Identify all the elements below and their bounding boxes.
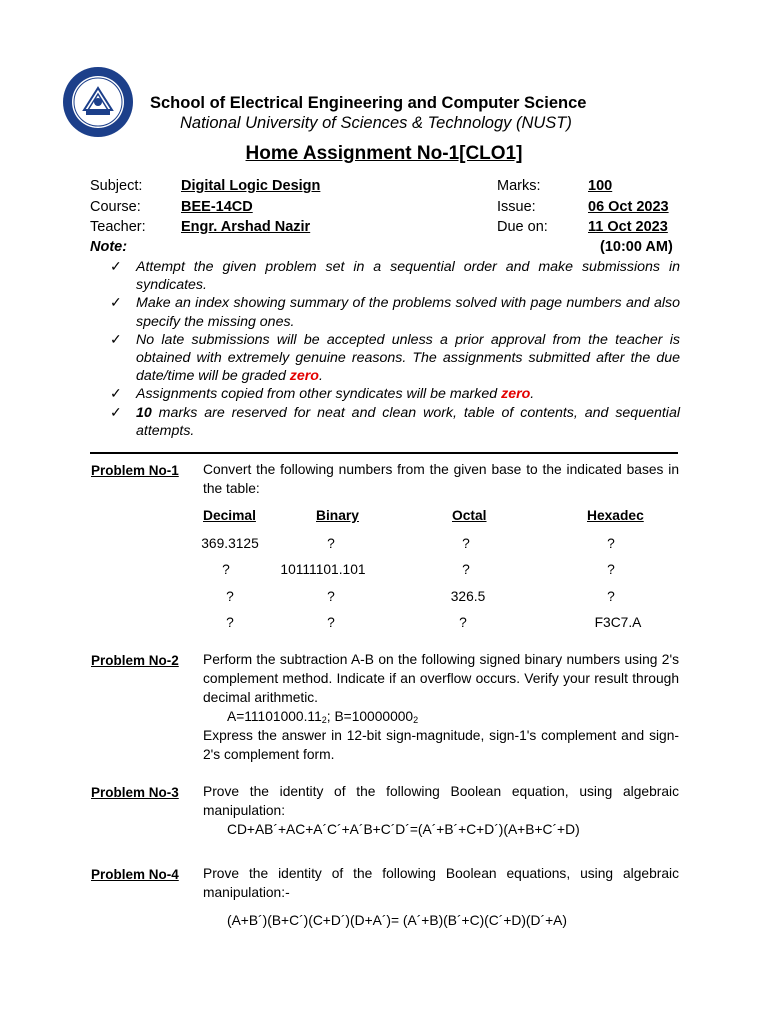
table-cell: ? (607, 589, 615, 604)
table-header-binary: Binary (316, 508, 359, 523)
due-time: (10:00 AM) (600, 239, 673, 255)
subject-label: Subject: (90, 178, 143, 194)
assignment-title: Home Assignment No-1[CLO1] (245, 143, 523, 164)
table-cell: 10111101.101 (280, 562, 366, 577)
table-cell: ? (607, 536, 615, 551)
table-cell: 369.3125 (201, 536, 259, 551)
issue-value: 06 Oct 2023 (588, 199, 669, 215)
table-cell: ? (462, 562, 470, 577)
teacher-label: Teacher: (90, 219, 146, 235)
problem-3-label: Problem No-3 (91, 785, 179, 800)
table-cell: ? (327, 536, 335, 551)
checkmark-icon: ✓ (110, 295, 122, 312)
due-value: 11 Oct 2023 (588, 219, 668, 235)
problem-1-text: Convert the following numbers from the given base to the indicated bases in the table: (203, 462, 679, 496)
table-cell: ? (459, 615, 467, 630)
problem-2-label: Problem No-2 (91, 653, 179, 668)
checkmark-icon: ✓ (110, 404, 122, 421)
table-cell: F3C7.A (594, 615, 642, 630)
problem-2-text: Perform the subtraction A-B on the following signed binary numbers using 2's complement method. Indicate if an overflow occurs. Verify your result through decimal arithmetic. (203, 652, 679, 705)
marks-label: Marks: (497, 178, 541, 194)
checkmark-icon: ✓ (110, 331, 122, 348)
table-cell: ? (222, 562, 230, 577)
table-cell: ? (226, 615, 234, 630)
marks-value: 100 (588, 178, 613, 194)
problem-3-text: Prove the identity of the following Boolean equation, using algebraic manipulation: (203, 784, 679, 818)
note-label: Note: (90, 239, 128, 255)
problem-4-label: Problem No-4 (91, 867, 179, 882)
problem-1-label: Problem No-1 (91, 463, 179, 478)
section-divider (90, 452, 678, 454)
table-cell: ? (607, 562, 615, 577)
subject-value: Digital Logic Design (181, 178, 321, 194)
table-header-octal: Octal (452, 508, 487, 523)
table-cell: ? (327, 589, 335, 604)
checkmark-icon: ✓ (110, 386, 122, 403)
problem-4-text: Prove the identity of the following Boolean equations, using algebraic manipulation:- (203, 866, 679, 900)
course-label: Course: (90, 199, 141, 215)
note-item: ✓ No late submissions will be accepted unless a prior approval from the teacher is obtained with extremely genuine reasons. The assignments submitted after the due date/time will be graded zero. (110, 331, 680, 385)
problem-4-equation: (A+B´)(B+C´)(C+D´)(D+A´)= (A´+B)(B´+C)(C´+D)(D´+A) (227, 913, 567, 928)
checkmark-icon: ✓ (110, 259, 122, 275)
problem-3-equation: CD+AB´+AC+A´C´+A´B+C´D´=(A´+B´+C+D´)(A+B+C´+D) (227, 822, 580, 837)
note-item: ✓ 10 marks are reserved for neat and clean work, table of contents, and sequential attempts. (110, 404, 680, 439)
due-label: Due on: (497, 219, 548, 235)
course-value: BEE-14CD (181, 199, 253, 215)
issue-label: Issue: (497, 199, 536, 215)
teacher-value: Engr. Arshad Nazir (181, 219, 311, 235)
note-item: ✓ Attempt the given problem set in a sequential order and make submissions in syndicates. (110, 259, 680, 294)
university-name: National University of Sciences & Technology (NUST) (180, 114, 572, 132)
table-header-hexadec: Hexadec (587, 508, 644, 523)
problem-2-operands: $A=11101000.11_2$; $B=10000000_2$ (227, 709, 419, 725)
table-cell: ? (462, 536, 470, 551)
table-cell: 326.5 (450, 589, 486, 604)
university-seal-logo (62, 66, 134, 138)
table-cell: ? (327, 615, 335, 630)
note-item: ✓ Make an index showing summary of the problems solved with page numbers and also specify the missing ones. (110, 295, 680, 330)
school-name: School of Electrical Engineering and Computer Science (150, 94, 587, 112)
note-list (108, 258, 680, 440)
table-header-decimal: Decimal (203, 508, 256, 523)
note-item: ✓ Assignments copied from other syndicates will be marked zero. (110, 386, 535, 403)
table-cell: ? (226, 589, 234, 604)
problem-2-text-2: Express the answer in 12-bit sign-magnitude, sign-1's complement and sign-2's complement form. (203, 728, 679, 762)
